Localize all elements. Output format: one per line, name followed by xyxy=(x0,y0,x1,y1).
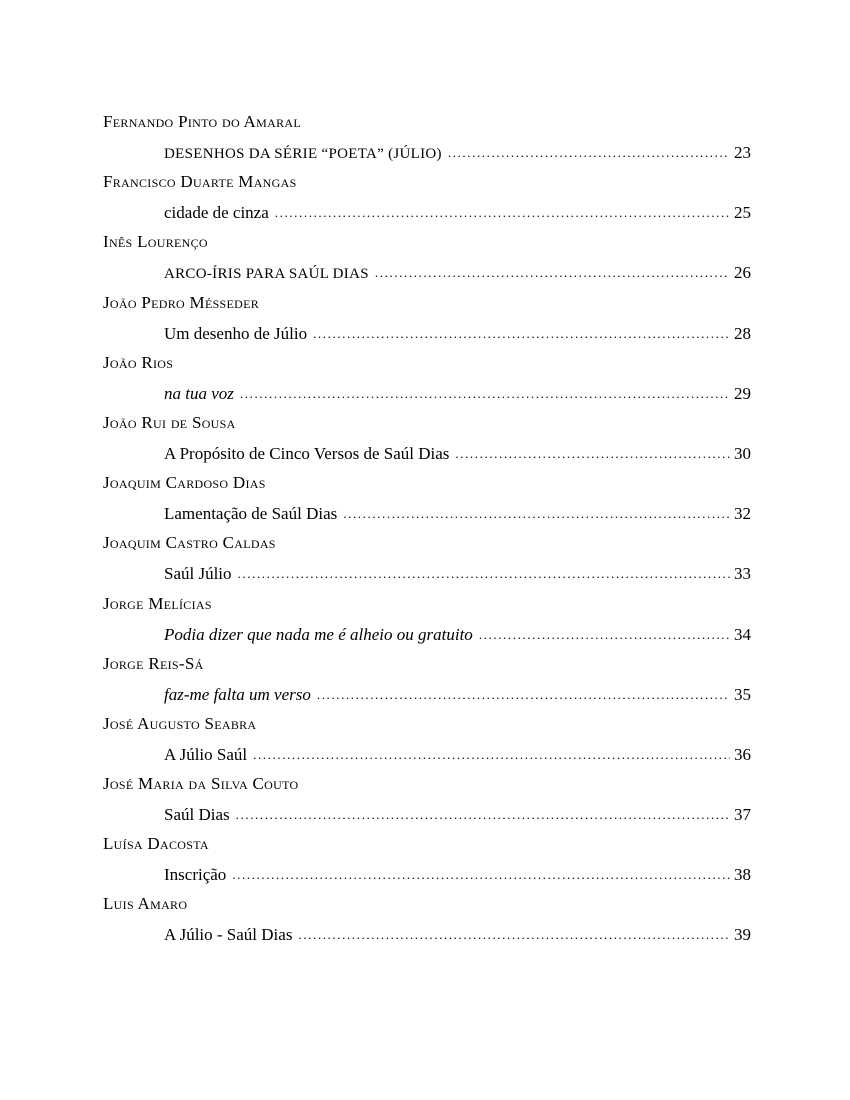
toc-author: José Augusto Seabra xyxy=(103,713,257,733)
toc-author: Luis Amaro xyxy=(103,894,188,914)
toc-entry xyxy=(103,472,751,532)
toc-author: Joaquim Castro Caldas xyxy=(103,533,276,553)
dot-leader xyxy=(253,744,730,766)
toc-author: João Rui de Sousa xyxy=(103,412,236,432)
toc-entry xyxy=(103,653,751,713)
dot-leader xyxy=(448,142,730,164)
toc-page-number: 34 xyxy=(734,624,751,644)
toc-entry xyxy=(103,171,751,231)
toc-entry xyxy=(103,292,751,352)
toc-entry xyxy=(103,352,751,412)
toc-author: Fernando Pinto do Amaral xyxy=(103,112,301,131)
toc-work-line xyxy=(164,624,751,647)
dot-leader xyxy=(236,804,730,826)
toc-title: Saúl Júlio xyxy=(164,564,232,584)
toc-work-line xyxy=(164,443,751,466)
toc-author: José Maria da Silva Couto xyxy=(103,774,299,794)
toc-author: Inês Lourenço xyxy=(103,232,208,252)
toc-author: João Pedro Mésseder xyxy=(103,292,260,312)
toc-page-number: 39 xyxy=(734,925,751,945)
toc-page-number: 28 xyxy=(734,323,751,343)
toc-entry xyxy=(103,773,751,833)
toc-author: Jorge Reis-Sá xyxy=(103,653,204,673)
toc-work-line xyxy=(164,924,751,947)
toc-author: Jorge Melícias xyxy=(103,593,212,613)
toc-title: Podia dizer que nada me é alheio ou gratuito xyxy=(164,624,473,644)
toc-work-line xyxy=(164,804,751,827)
dot-leader xyxy=(343,503,730,525)
toc-page-number: 33 xyxy=(734,564,751,584)
toc-page-number: 29 xyxy=(734,383,751,403)
toc-title: Um desenho de Júlio xyxy=(164,323,308,343)
toc-entry xyxy=(103,833,751,893)
dot-leader xyxy=(313,323,730,345)
dot-leader xyxy=(455,443,730,465)
toc-title: DESENHOS DA SÉRIE “POETA” (JÚLIO) xyxy=(164,146,442,162)
toc-page-number: 26 xyxy=(734,263,751,283)
toc-work-line xyxy=(164,684,751,707)
toc-page-number: 32 xyxy=(734,504,751,524)
toc-author: João Rios xyxy=(103,352,174,372)
toc-title: Inscrição xyxy=(164,865,227,885)
toc-work-line xyxy=(164,202,751,225)
toc-title: cidade de cinza xyxy=(164,203,269,223)
toc-author: Joaquim Cardoso Dias xyxy=(103,473,266,493)
toc-work-line xyxy=(164,744,751,767)
toc-title: faz-me falta um verso xyxy=(164,684,311,704)
toc-page-number: 36 xyxy=(734,744,751,764)
toc-work-line xyxy=(164,563,751,586)
toc-work-line xyxy=(164,864,751,887)
toc-work-line xyxy=(164,323,751,346)
toc-title: A Propósito de Cinco Versos de Saúl Dias xyxy=(164,443,450,463)
toc-title: ARCO-ÍRIS PARA SAÚL DIAS xyxy=(164,266,369,283)
dot-leader xyxy=(238,563,730,585)
toc-page-number: 37 xyxy=(734,805,751,825)
toc-author: Luísa Dacosta xyxy=(103,834,209,854)
toc-title: A Júlio Saúl xyxy=(164,744,248,764)
toc-author: Francisco Duarte Mangas xyxy=(103,172,297,192)
toc-page-number: 35 xyxy=(734,684,751,704)
toc-entry xyxy=(103,111,751,171)
dot-leader xyxy=(298,924,730,946)
dot-leader xyxy=(232,864,730,886)
toc-title: A Júlio - Saúl Dias xyxy=(164,925,293,945)
dot-leader xyxy=(275,202,730,224)
dot-leader xyxy=(479,624,730,646)
toc-entry xyxy=(103,231,751,291)
toc-work-line xyxy=(164,383,751,406)
table-of-contents xyxy=(103,111,751,954)
toc-page-number: 38 xyxy=(734,865,751,885)
toc-title: Saúl Dias xyxy=(164,805,230,825)
dot-leader xyxy=(375,262,730,284)
toc-title: Lamentação de Saúl Dias xyxy=(164,504,338,524)
toc-entry xyxy=(103,412,751,472)
toc-entry xyxy=(103,593,751,653)
toc-work-line xyxy=(164,142,751,165)
toc-title: na tua voz xyxy=(164,383,234,403)
toc-page-number: 23 xyxy=(734,143,751,162)
toc-entry xyxy=(103,713,751,773)
dot-leader xyxy=(317,684,730,706)
toc-entry xyxy=(103,893,751,953)
dot-leader xyxy=(240,383,730,405)
toc-page-number: 25 xyxy=(734,203,751,223)
toc-work-line xyxy=(164,503,751,526)
toc-work-line xyxy=(164,262,751,285)
toc-entry xyxy=(103,532,751,592)
toc-page-number: 30 xyxy=(734,443,751,463)
